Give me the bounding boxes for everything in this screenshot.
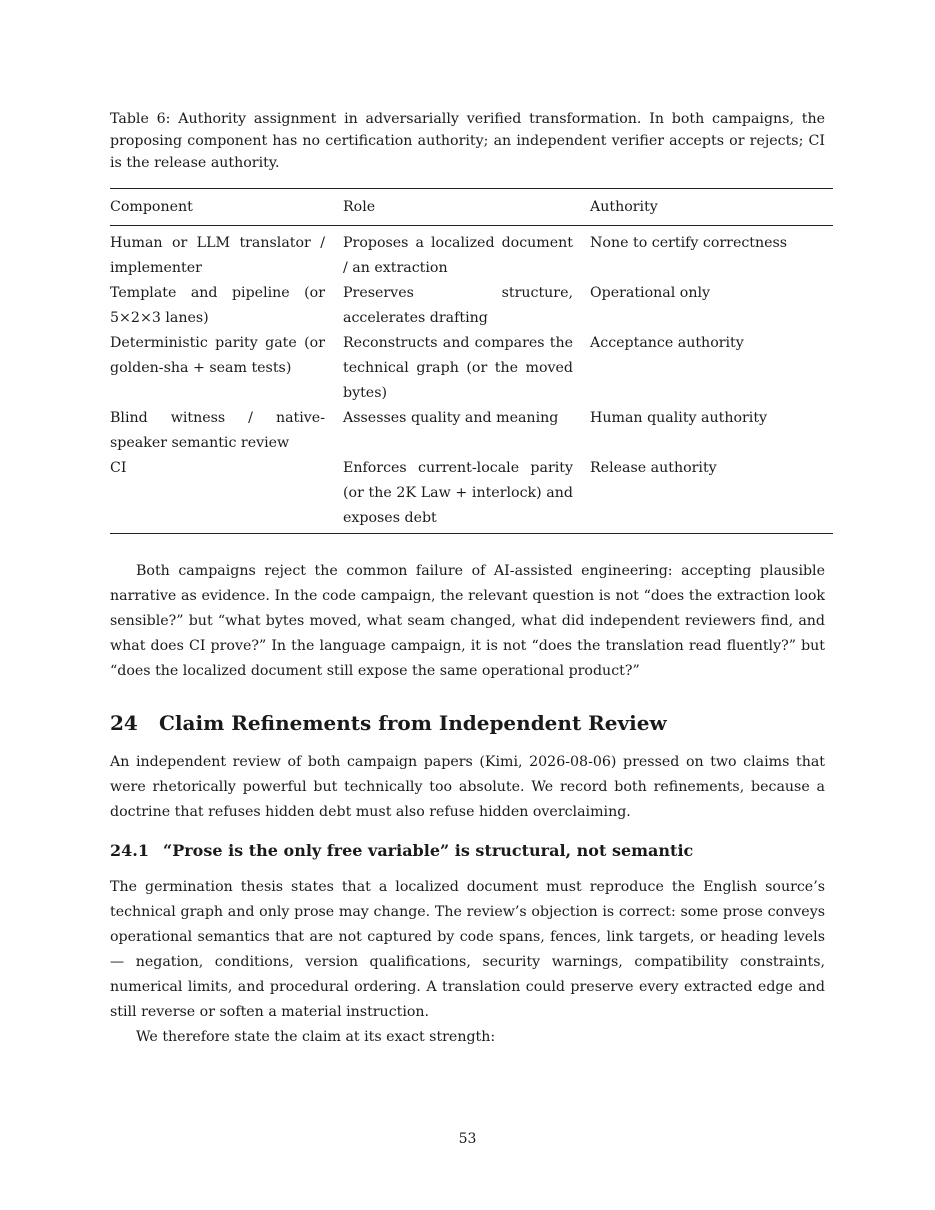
subsection-title: “Prose is the only free variable” is structural, not semantic xyxy=(163,841,694,860)
subsection-number: 24.1 xyxy=(110,841,149,860)
header-component: Component xyxy=(110,199,193,215)
cell-role: Reconstructs and compares the technical graph (or the moved bytes) xyxy=(343,335,573,401)
paragraph-claim-intro: We therefore state the claim at its exact strength: xyxy=(136,1029,496,1045)
cell-component: Blind witness / native-speaker semantic review xyxy=(110,410,325,451)
cell-authority: Human quality authority xyxy=(590,410,768,426)
cell-role: Proposes a localized document / an extraction xyxy=(343,235,573,276)
header-role: Role xyxy=(343,199,376,215)
cell-authority: Acceptance authority xyxy=(590,335,744,351)
cell-component: CI xyxy=(110,460,127,476)
cell-role: Enforces current-locale parity (or the 2K Law + interlock) and exposes debt xyxy=(343,460,573,526)
paragraph-review: An independent review of both campaign papers (Kimi, 2026-08-06) pressed on two claims that were rhetorically powerful but technically too absolute. We record both refinements, because a doctrine that refuses hidden debt must also refuse hidden overclaiming. xyxy=(110,754,825,820)
table-row xyxy=(110,331,833,406)
section-number: 24 xyxy=(110,711,138,735)
authority-table xyxy=(110,188,833,534)
cell-component: Human or LLM translator / implementer xyxy=(110,235,325,276)
cell-authority: Operational only xyxy=(590,285,711,301)
table-row xyxy=(110,406,833,456)
table-row xyxy=(110,456,833,534)
header-authority: Authority xyxy=(590,199,658,215)
section-title: Claim Refinements from Independent Review xyxy=(159,711,667,735)
paragraph-germination: The germination thesis states that a localized document must reproduce the English source’s technical graph and only prose may change. The review’s objection is correct: some prose conveys operational semantics that are not captured by code spans, fences, link targets, or heading levels — negation, conditions, version qualifications, security warnings, compatibility constraints, numerical limits, and procedural ordering. A translation could preserve every extracted edge and still reverse or soften a material instruction. xyxy=(110,879,825,1020)
table-row xyxy=(110,281,833,331)
table-header-row xyxy=(110,189,833,226)
cell-component: Template and pipeline (or 5×2×3 lanes) xyxy=(110,285,325,326)
paragraph-campaigns: Both campaigns reject the common failure of AI-assisted engineering: accepting plausible narrative as evidence. In the code campaign, the relevant question is not “does the extraction look sensible?” but “what bytes moved, what seam changed, what did independent reviewers find, and what does CI prove?” In the language campaign, it is not “does the translation read fluently?” but “does the localized document still expose the same operational product?” xyxy=(110,563,825,679)
subsection-heading xyxy=(110,839,825,863)
cell-role: Preserves structure, accelerates drafting xyxy=(343,285,573,326)
section-heading xyxy=(110,710,825,736)
cell-component: Deterministic parity gate (or golden-sha + seam tests) xyxy=(110,335,325,376)
cell-role: Assesses quality and meaning xyxy=(343,410,559,426)
table-row xyxy=(110,226,833,282)
page-number: 53 xyxy=(458,1131,477,1147)
page-body xyxy=(110,108,825,1050)
cell-authority: None to certify correctness xyxy=(590,235,788,251)
cell-authority: Release authority xyxy=(590,460,717,476)
table-caption: Table 6: Authority assignment in adversarially verified transformation. In both campaigns, the proposing component has no certification authority; an independent verifier accepts or rejects; CI is the release authority. xyxy=(110,111,825,171)
